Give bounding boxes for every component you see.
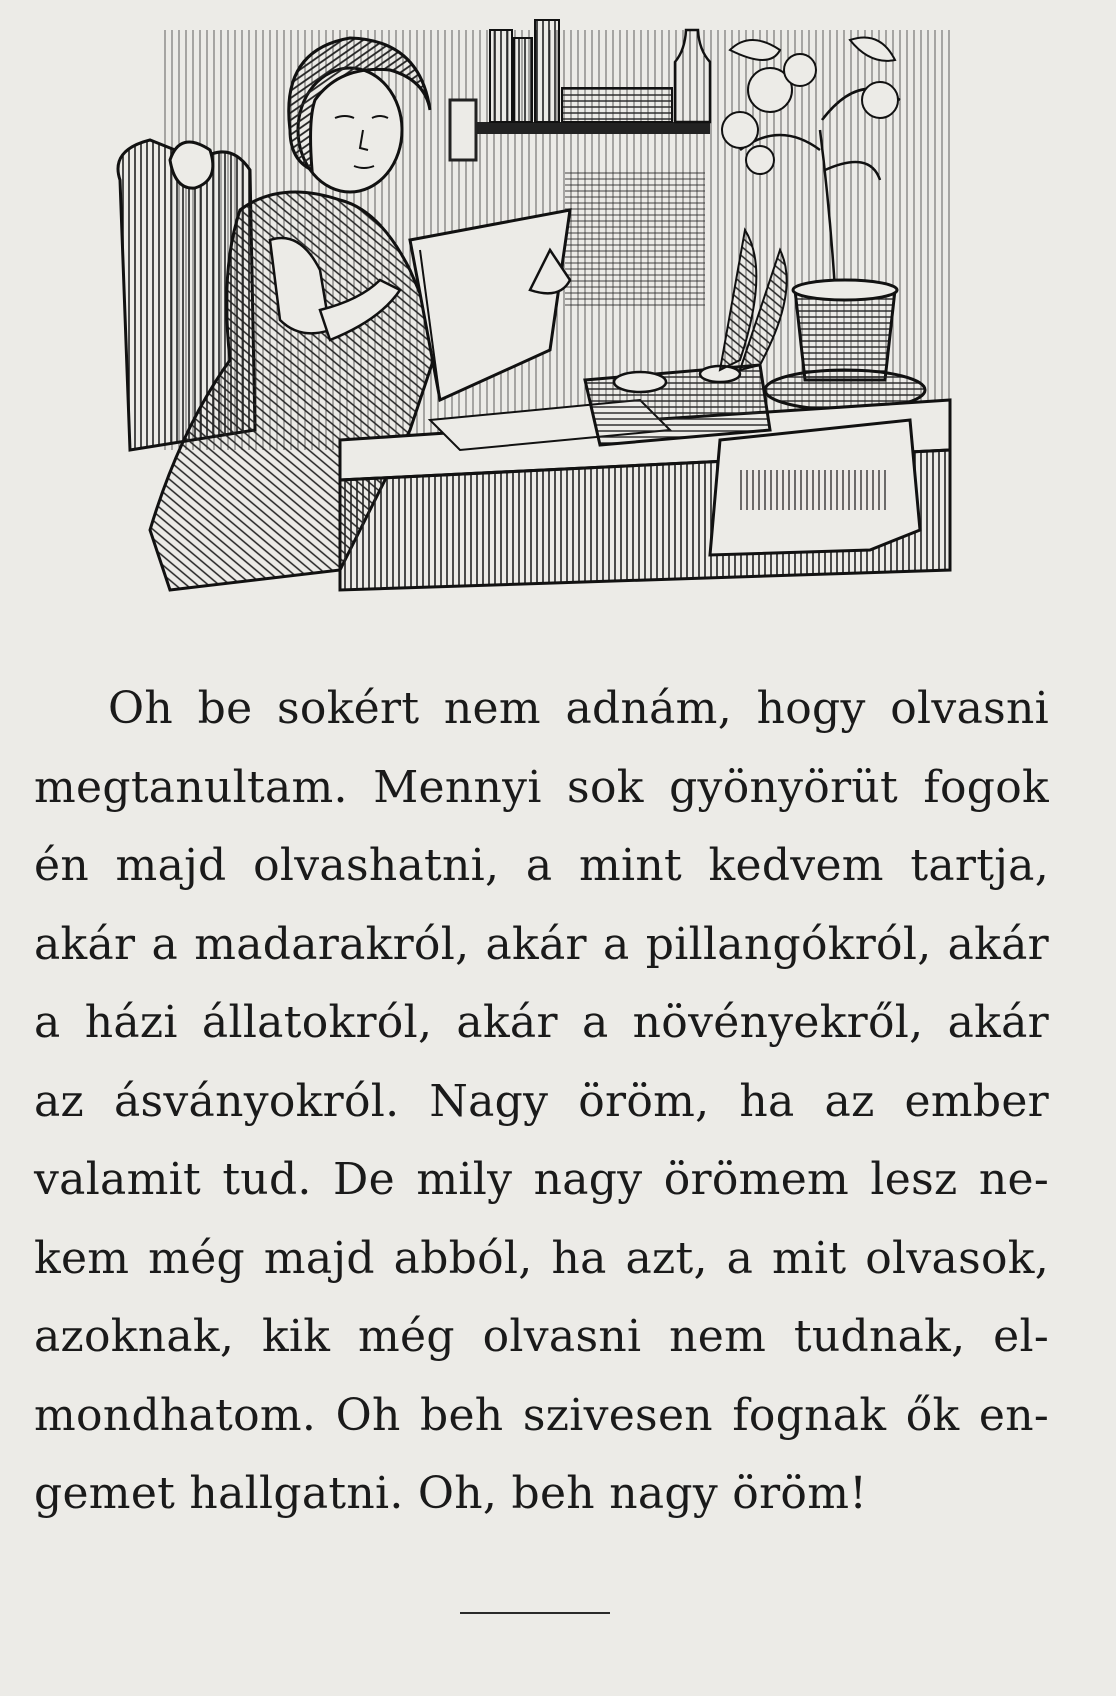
text-line: mondhatom. Oh beh szivesen fognak ők en- <box>34 1389 1049 1441</box>
text-line: kem még majd abból, ha azt, a mit olvasok, <box>34 1232 1049 1284</box>
text-line: megtanultam. Mennyi sok gyönyörüt fogok <box>34 761 1049 813</box>
text-line: én majd olvashatni, a mint kedvem tartja, <box>34 840 1049 891</box>
text-line: valamit tud. De mily nagy örömem lesz ne- <box>34 1154 1049 1205</box>
engraving-illustration <box>80 10 980 630</box>
text-line: azoknak, kik még olvasni nem tudnak, el- <box>34 1311 1049 1362</box>
girl-reading-icon <box>80 10 980 630</box>
section-divider <box>460 1612 610 1614</box>
text-line: Oh be sokért nem adnám, hogy olvasni <box>108 683 1049 734</box>
body-paragraph <box>34 670 1049 1534</box>
text-line: gemet hallgatni. Oh, beh nagy öröm! <box>34 1468 868 1519</box>
text-line: akár a madarakról, akár a pillangókról, akár <box>34 918 1049 970</box>
text-line: az ásványokról. Nagy öröm, ha az ember <box>34 1075 1049 1127</box>
text-line: a házi állatokról, akár a növényekről, akár <box>34 997 1049 1048</box>
